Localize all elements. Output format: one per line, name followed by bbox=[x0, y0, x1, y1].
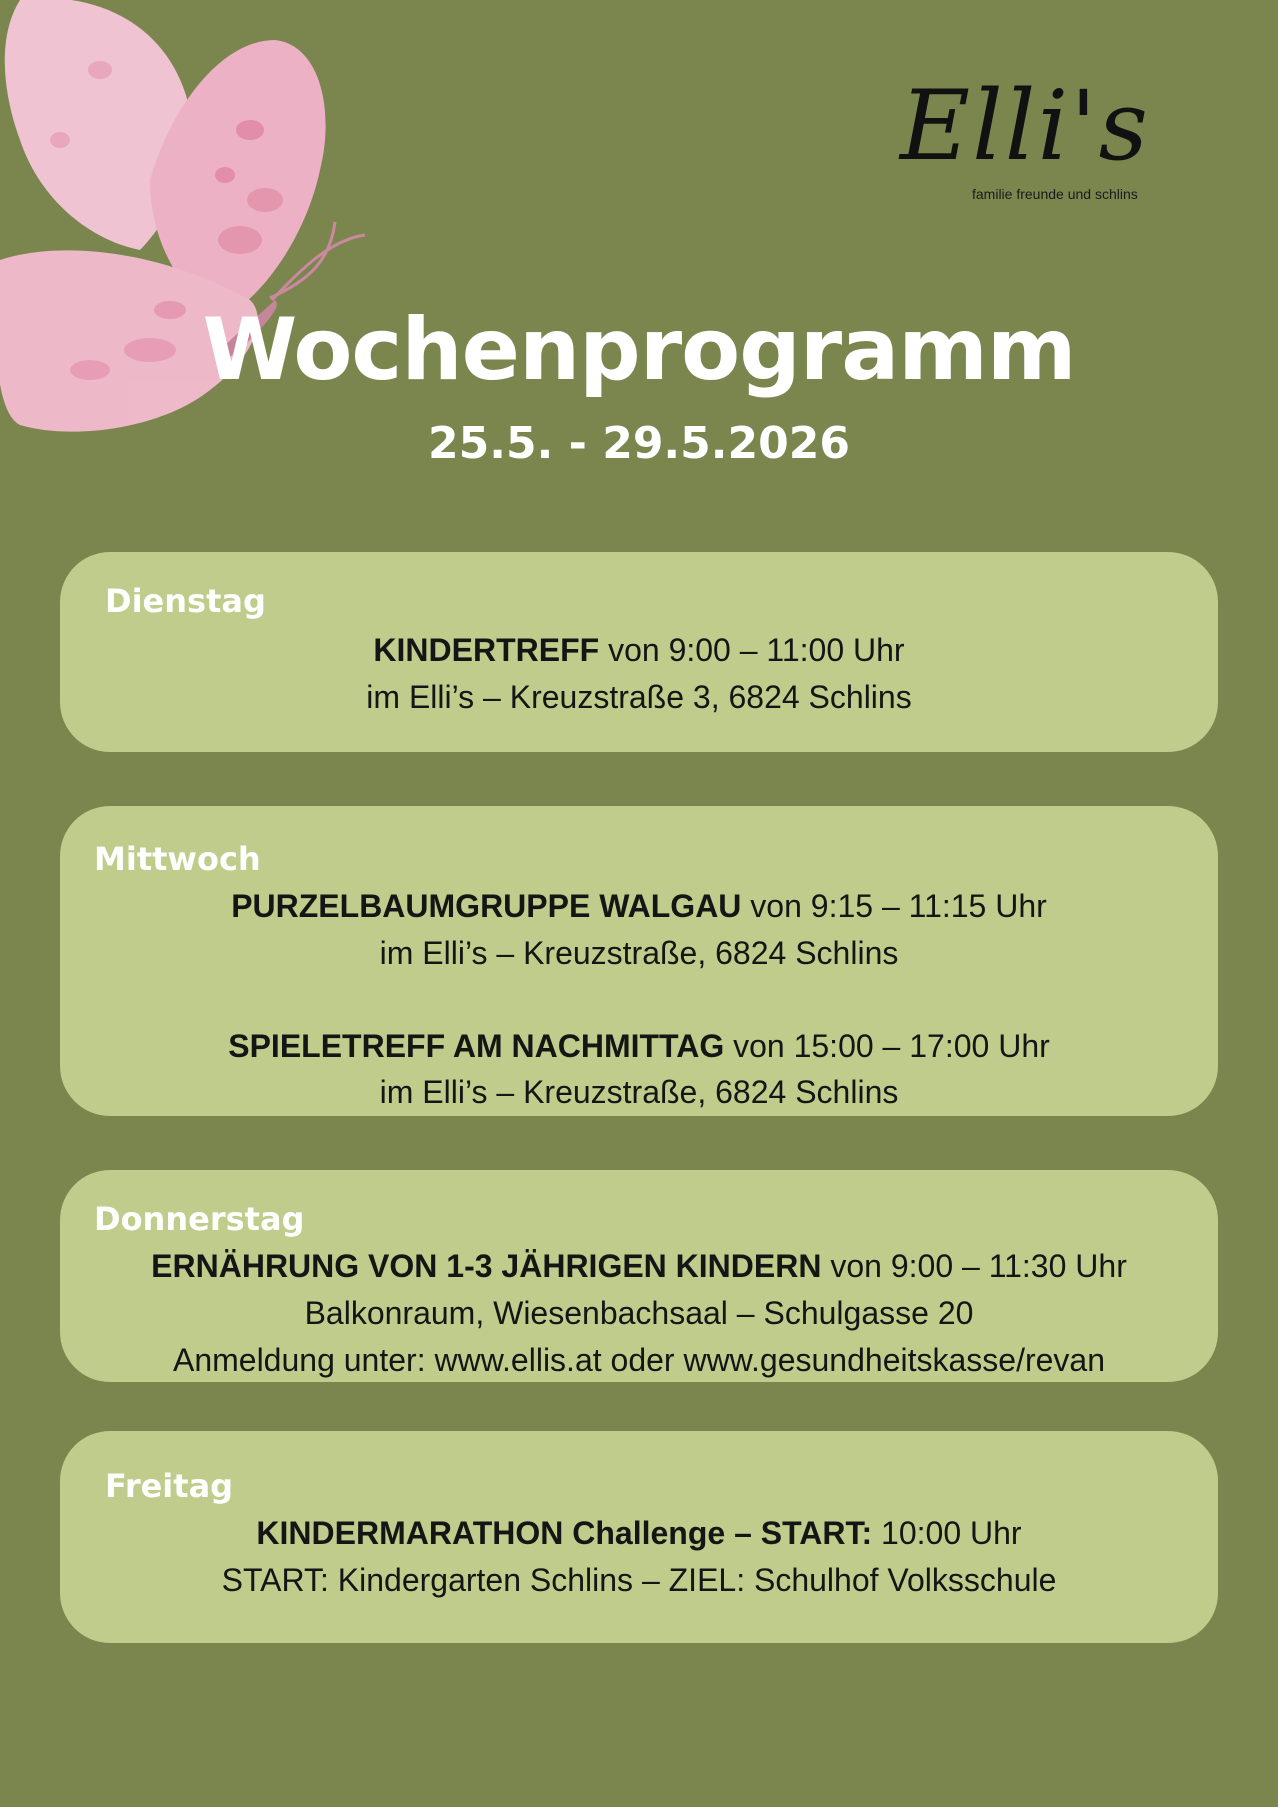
event-title: ERNÄHRUNG VON 1-3 JÄHRIGEN KINDERN bbox=[151, 1248, 822, 1284]
event-location: im Elli’s – Kreuzstraße, 6824 Schlins bbox=[379, 1074, 899, 1110]
date-range: 25.5. - 29.5.2026 bbox=[428, 418, 850, 469]
event-location: im Elli’s – Kreuzstraße 3, 6824 Schlins bbox=[366, 679, 912, 715]
ellis-logo bbox=[900, 70, 1230, 212]
page-title: Wochenprogramm bbox=[202, 300, 1076, 400]
event-line bbox=[60, 1028, 1218, 1065]
day-card-dienstag bbox=[60, 552, 1218, 752]
event-title: PURZELBAUMGRUPPE WALGAU bbox=[231, 888, 742, 924]
event-time: von 15:00 – 17:00 Uhr bbox=[733, 1028, 1050, 1064]
day-card-donnerstag bbox=[60, 1170, 1218, 1382]
event-time: von 9:00 – 11:30 Uhr bbox=[830, 1248, 1127, 1284]
event-title: KINDERMARATHON Challenge – START: bbox=[256, 1515, 873, 1551]
event-line bbox=[60, 888, 1218, 925]
event-time: von 9:15 – 11:15 Uhr bbox=[750, 888, 1047, 924]
event-title: SPIELETREFF AM NACHMITTAG bbox=[228, 1028, 725, 1064]
event-registration: Anmeldung unter: www.ellis.at oder www.gesundheitskasse/revan bbox=[172, 1342, 1106, 1378]
event-location: im Elli’s – Kreuzstraße, 6824 Schlins bbox=[379, 935, 899, 971]
day-name: Donnerstag bbox=[94, 1200, 305, 1238]
event-time: 10:00 Uhr bbox=[881, 1515, 1022, 1551]
event-line bbox=[60, 1248, 1218, 1285]
day-name: Mittwoch bbox=[94, 840, 261, 878]
event-title: KINDERTREFF bbox=[373, 632, 600, 668]
event-location: START: Kindergarten Schlins – ZIEL: Schulhof Volksschule bbox=[221, 1562, 1057, 1598]
event-line bbox=[60, 632, 1218, 669]
day-card-mittwoch bbox=[60, 806, 1218, 1116]
event-time: von 9:00 – 11:00 Uhr bbox=[608, 632, 905, 668]
day-name: Freitag bbox=[105, 1467, 234, 1505]
logo-tagline: familie freunde und schlins bbox=[972, 186, 1138, 202]
logo-script: Elli's bbox=[900, 70, 1150, 182]
event-line bbox=[60, 1515, 1218, 1552]
event-location: Balkonraum, Wiesenbachsaal – Schulgasse 20 bbox=[304, 1295, 974, 1331]
day-card-freitag bbox=[60, 1431, 1218, 1643]
day-name: Dienstag bbox=[105, 582, 266, 620]
